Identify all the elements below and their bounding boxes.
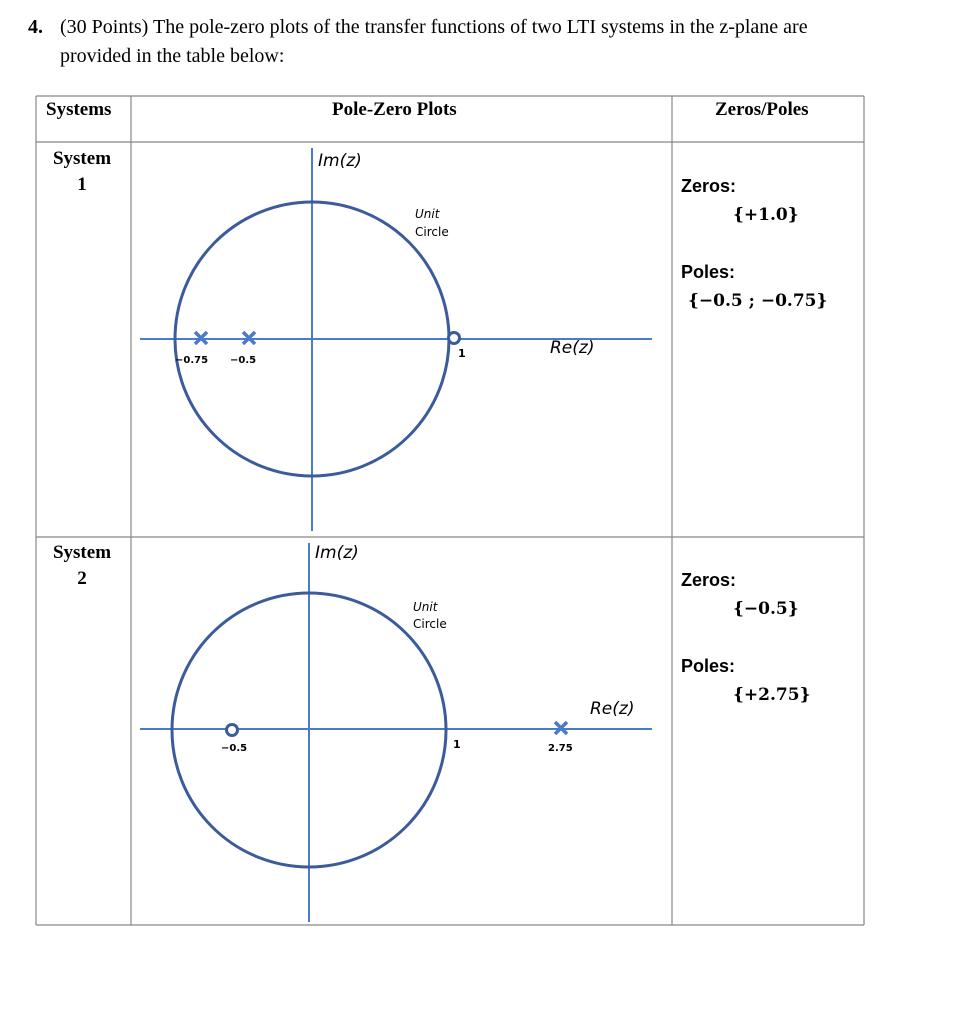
question-line-1: (30 Points) The pole-zero plots of the transfer functions of two LTI systems in the z-plane are (60, 16, 808, 38)
unit-circle-label-2: Circle (413, 617, 447, 631)
unit-circle-label-1: Unit (413, 600, 438, 614)
pole-zero-plot-system-1 (132, 143, 671, 536)
tick-label-neg-0.75: −0.75 (175, 355, 209, 366)
question-text (28, 13, 808, 71)
system-1-line-2: 1 (77, 174, 87, 195)
system-2-zeros-label: Zeros: (681, 570, 737, 590)
tick-label-1: 1 (453, 738, 461, 751)
system-2-poles-value: {+2.75} (733, 685, 811, 705)
unit-circle-label-1: Unit (415, 207, 440, 221)
system-1-poles-label: Poles: (681, 262, 736, 282)
pole-zero-plot-system-2 (132, 538, 671, 924)
re-axis-label: Re(z) (550, 338, 595, 358)
system-2-line-2: 2 (77, 568, 87, 589)
tick-label-neg-0.5: −0.5 (221, 743, 248, 754)
system-2-label (36, 540, 128, 592)
zero-marker (227, 725, 238, 736)
question-line-2: provided in the table below: (60, 45, 285, 67)
question-number: 4. (28, 16, 43, 38)
system-2-poles-label: Poles: (681, 656, 736, 676)
unit-circle-label-2: Circle (415, 225, 449, 239)
system-1-line-1: System (52, 148, 112, 169)
re-axis-label: Re(z) (590, 699, 635, 719)
system-1-zeros-label: Zeros: (681, 176, 737, 196)
tick-label-1: 1 (458, 347, 466, 360)
system-1-poles-value: {−0.5 ; −0.75} (688, 291, 828, 311)
system-1-zeros-value: {+1.0} (733, 205, 799, 225)
header-pole-zero-plots: Pole-Zero Plots (332, 99, 457, 120)
header-zeros-poles: Zeros/Poles (715, 99, 809, 120)
system-2-zeros-value: {−0.5} (733, 599, 799, 619)
system-1-label (36, 146, 128, 198)
im-axis-label: Im(z) (315, 543, 359, 563)
tick-label-neg-0.5: −0.5 (230, 355, 257, 366)
system-2-line-1: System (52, 542, 112, 563)
header-systems: Systems (46, 99, 112, 120)
tick-label-2.75: 2.75 (548, 743, 573, 754)
im-axis-label: Im(z) (318, 151, 362, 171)
zero-marker (449, 333, 460, 344)
